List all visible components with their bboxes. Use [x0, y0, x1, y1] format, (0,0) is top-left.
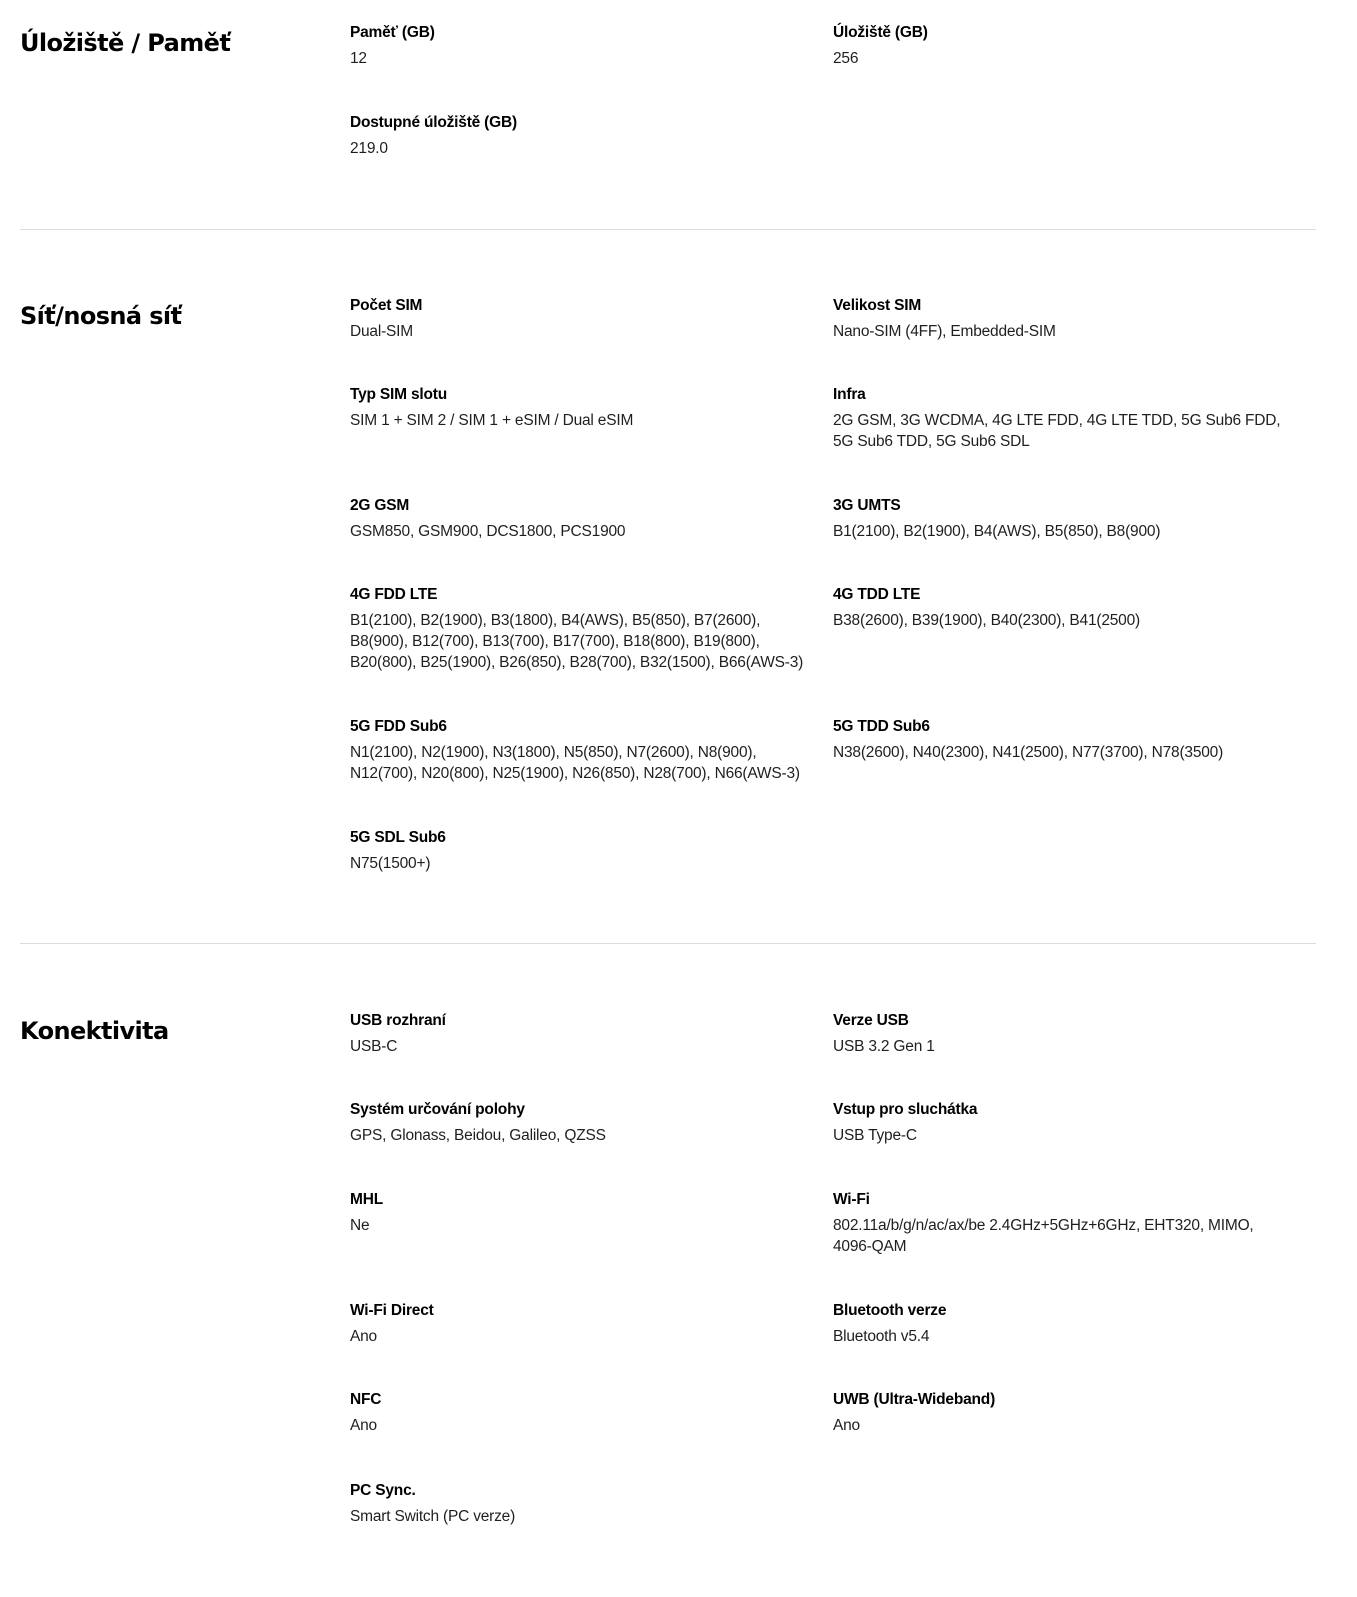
section-title-network: Síť/nosná síť: [20, 302, 182, 330]
spec-label: 3G UMTS: [833, 497, 901, 514]
spec-value: 2G GSM, 3G WCDMA, 4G LTE FDD, 4G LTE TDD, 5G Sub6 FDD, 5G Sub6 TDD, 5G Sub6 SDL: [833, 412, 1281, 450]
spec-label: Úložiště (GB): [833, 24, 928, 41]
spec-label: 5G SDL Sub6: [350, 829, 446, 846]
spec-value: Bluetooth v5.4: [833, 1328, 930, 1345]
spec-value: Smart Switch (PC verze): [350, 1508, 516, 1525]
spec-value: Ano: [350, 1417, 377, 1434]
spec-5g-sdl-sub6: [350, 828, 820, 874]
spec-value: Nano-SIM (4FF), Embedded-SIM: [833, 323, 1056, 340]
spec-label: Paměť (GB): [350, 24, 435, 41]
spec-2g-gsm: [350, 496, 820, 542]
spec-usb-version: [833, 1011, 1293, 1057]
spec-label: Velikost SIM: [833, 297, 922, 314]
spec-mhl: [350, 1190, 820, 1236]
spec-label: PC Sync.: [350, 1482, 416, 1499]
section-storage-memory: [20, 24, 1336, 188]
spec-5g-fdd-sub6: [350, 717, 820, 784]
spec-label: Dostupné úložiště (GB): [350, 114, 517, 131]
spec-label: Wi-Fi Direct: [350, 1302, 434, 1319]
spec-4g-tdd-lte: [833, 585, 1293, 631]
spec-value: 802.11a/b/g/n/ac/ax/be 2.4GHz+5GHz+6GHz, EHT320, MIMO, 4096-QAM: [833, 1217, 1254, 1255]
spec-value: 219.0: [350, 140, 388, 157]
spec-infra: [833, 385, 1293, 452]
spec-nfc: [350, 1390, 820, 1436]
spec-value: Ne: [350, 1217, 370, 1234]
section-divider: [20, 943, 1316, 944]
spec-available-storage: [350, 113, 820, 159]
section-network: [20, 297, 1336, 901]
section-divider: [20, 229, 1316, 230]
spec-label: UWB (Ultra-Wideband): [833, 1391, 996, 1408]
spec-value: GSM850, GSM900, DCS1800, PCS1900: [350, 523, 626, 540]
spec-value: B1(2100), B2(1900), B4(AWS), B5(850), B8(900): [833, 523, 1161, 540]
spec-value: GPS, Glonass, Beidou, Galileo, QZSS: [350, 1127, 606, 1144]
spec-headphone-jack: [833, 1100, 1293, 1146]
spec-label: USB rozhraní: [350, 1012, 446, 1029]
spec-label: Infra: [833, 386, 866, 403]
spec-value: B1(2100), B2(1900), B3(1800), B4(AWS), B5(850), B7(2600), B8(900), B12(700), B13(700), B17(700), B18(800), B19(800), B20(800), B25(1900), B26(850), B28(700), B32(1500), B66(AWS-3): [350, 612, 804, 671]
spec-storage: [833, 23, 1293, 69]
spec-sim-slot-type: [350, 385, 820, 431]
spec-bluetooth-version: [833, 1301, 1293, 1347]
spec-label: Verze USB: [833, 1012, 909, 1029]
spec-value: 256: [833, 50, 859, 67]
spec-value: Dual-SIM: [350, 323, 413, 340]
spec-label: 2G GSM: [350, 497, 410, 514]
spec-value: SIM 1 + SIM 2 / SIM 1 + eSIM / Dual eSIM: [350, 412, 634, 429]
spec-5g-tdd-sub6: [833, 717, 1293, 763]
spec-label: Bluetooth verze: [833, 1302, 947, 1319]
spec-value: B38(2600), B39(1900), B40(2300), B41(2500): [833, 612, 1140, 629]
spec-positioning: [350, 1100, 820, 1146]
spec-value: Ano: [350, 1328, 377, 1345]
spec-value: USB-C: [350, 1038, 398, 1055]
spec-sim-size: [833, 296, 1293, 342]
spec-label: 4G TDD LTE: [833, 586, 921, 603]
spec-value: USB Type-C: [833, 1127, 917, 1144]
section-title-connectivity: Konektivita: [20, 1017, 169, 1045]
spec-4g-fdd-lte: [350, 585, 820, 673]
spec-label: Systém určování polohy: [350, 1101, 525, 1118]
spec-uwb: [833, 1390, 1293, 1436]
spec-value: USB 3.2 Gen 1: [833, 1038, 935, 1055]
spec-value: Ano: [833, 1417, 860, 1434]
spec-value: N38(2600), N40(2300), N41(2500), N77(3700), N78(3500): [833, 744, 1224, 761]
spec-sim-count: [350, 296, 820, 342]
spec-value: N75(1500+): [350, 855, 431, 872]
spec-label: MHL: [350, 1191, 383, 1208]
spec-label: Typ SIM slotu: [350, 386, 447, 403]
spec-label: 4G FDD LTE: [350, 586, 438, 603]
spec-wifi: [833, 1190, 1293, 1257]
spec-3g-umts: [833, 496, 1293, 542]
spec-label: NFC: [350, 1391, 382, 1408]
spec-usb-interface: [350, 1011, 820, 1057]
spec-memory: [350, 23, 820, 69]
spec-pc-sync: [350, 1481, 820, 1527]
spec-label: Počet SIM: [350, 297, 423, 314]
section-connectivity: [20, 1012, 1336, 1556]
spec-value: N1(2100), N2(1900), N3(1800), N5(850), N7(2600), N8(900), N12(700), N20(800), N25(1900), N26(850), N28(700), N66(AWS-3): [350, 744, 800, 782]
spec-label: 5G TDD Sub6: [833, 718, 930, 735]
spec-label: Wi-Fi: [833, 1191, 870, 1208]
spec-label: 5G FDD Sub6: [350, 718, 447, 735]
spec-wifi-direct: [350, 1301, 820, 1347]
spec-label: Vstup pro sluchátka: [833, 1101, 978, 1118]
section-title-storage-memory: Úložiště / Paměť: [20, 29, 231, 57]
spec-value: 12: [350, 50, 367, 67]
